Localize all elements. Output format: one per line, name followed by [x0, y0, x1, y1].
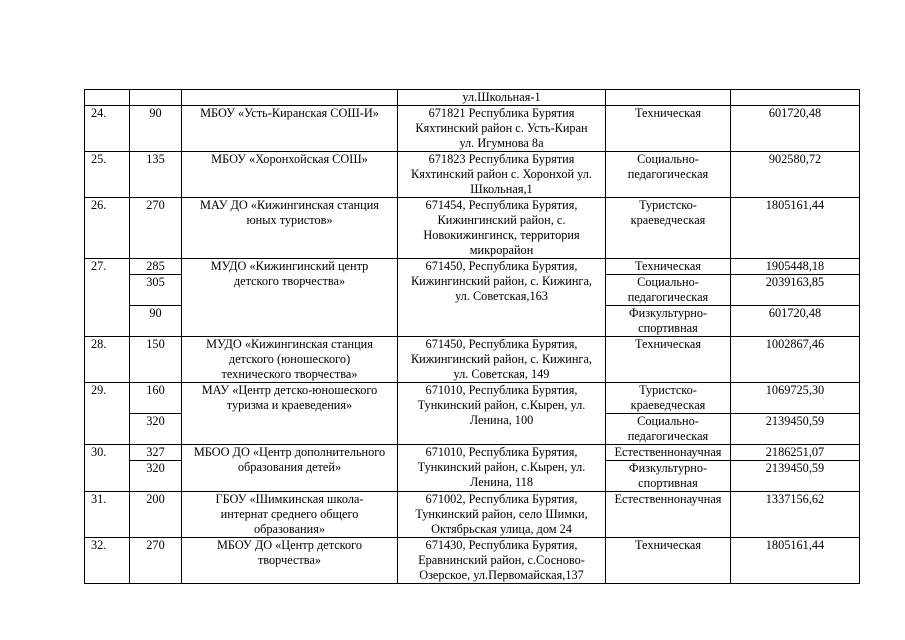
row-number-cell	[85, 538, 130, 584]
amount-value: 601720,48	[768, 106, 822, 120]
text-line: Еравнинский район, с.Сосново-	[418, 553, 585, 567]
text-line: 671823 Республика Бурятия	[428, 152, 575, 166]
text-line: спортивная	[638, 476, 698, 490]
amount-cell	[731, 337, 860, 383]
address-cell	[398, 445, 606, 492]
text-line: ГБОУ «Шимкинская школа-	[215, 492, 364, 506]
direction-cell	[606, 198, 731, 259]
text-line: Естественнонаучная	[614, 492, 722, 506]
hours-cell	[130, 337, 182, 383]
organization-cell	[182, 90, 398, 106]
amount-cell	[731, 538, 860, 584]
text-line: МУДО «Кижингинская станция	[206, 337, 373, 351]
text-line: ул. Советская,163	[455, 289, 548, 303]
hours-cell	[130, 259, 182, 275]
organization-cell	[182, 106, 398, 152]
amount-value: 1337156,62	[765, 492, 825, 506]
text-line: туризма и краеведения»	[226, 398, 353, 412]
text-line: МБОУ «Хоронхойская СОШ»	[211, 152, 368, 166]
hours-value: 200	[146, 492, 165, 506]
table-row	[85, 259, 860, 275]
hours-cell	[130, 414, 182, 445]
direction-cell	[606, 275, 731, 306]
row-number-cell	[85, 152, 130, 198]
text-line: Озерское, ул.Первомайская,137	[419, 568, 584, 582]
amount-value: 1002867,46	[765, 337, 825, 351]
row-number: 24.	[91, 106, 107, 120]
table-row	[85, 492, 860, 538]
text-line: краеведческая	[630, 398, 706, 412]
text-line: педагогическая	[627, 290, 709, 304]
text-line: 671010, Республика Бурятия,	[425, 383, 578, 397]
hours-cell	[130, 538, 182, 584]
amount-cell	[731, 383, 860, 414]
text-line: 671450, Республика Бурятия,	[425, 337, 578, 351]
text-line: МАУ ДО «Кижингинская станция	[200, 198, 379, 212]
amount-cell	[731, 152, 860, 198]
direction-cell	[606, 337, 731, 383]
row-number: 29.	[91, 383, 107, 397]
text-line: Кижингинский район, с.	[437, 213, 566, 227]
row-number: 26.	[91, 198, 107, 212]
text-line: МАУ «Центр детско-юношеского	[201, 383, 378, 397]
table-row	[85, 198, 860, 259]
hours-value: 160	[146, 383, 165, 397]
text-line: ул.Школьная-1	[462, 90, 541, 104]
text-line: Тункинский район, с.Кырен, ул.	[417, 460, 586, 474]
address-cell	[398, 198, 606, 259]
text-line: Естественнонаучная	[614, 445, 722, 459]
hours-value: 327	[146, 445, 165, 459]
amount-cell	[731, 90, 860, 106]
hours-value: 305	[146, 275, 165, 289]
text-line: 671450, Республика Бурятия,	[425, 259, 578, 273]
hours-cell	[130, 461, 182, 492]
row-number: 32.	[91, 538, 107, 552]
direction-cell	[606, 90, 731, 106]
text-line: творчества»	[257, 553, 322, 567]
direction-cell	[606, 259, 731, 275]
amount-cell	[731, 259, 860, 275]
direction-cell	[606, 106, 731, 152]
row-number-cell	[85, 198, 130, 259]
amount-value: 1805161,44	[765, 538, 825, 552]
text-line: Ленина, 118	[469, 475, 534, 489]
table-row	[85, 383, 860, 414]
address-cell	[398, 383, 606, 445]
hours-cell	[130, 445, 182, 461]
table-row	[85, 90, 860, 106]
amount-value: 1805161,44	[765, 198, 825, 212]
address-cell	[398, 259, 606, 337]
amount-cell	[731, 461, 860, 492]
text-line: детского (юношеского)	[228, 352, 351, 366]
direction-cell	[606, 538, 731, 584]
hours-cell	[130, 275, 182, 306]
hours-value: 90	[149, 306, 162, 320]
amount-value: 601720,48	[768, 306, 822, 320]
amount-cell	[731, 198, 860, 259]
hours-value: 135	[146, 152, 165, 166]
direction-cell	[606, 306, 731, 337]
text-line: детского творчества»	[233, 274, 346, 288]
amount-value: 2139450,59	[765, 414, 825, 428]
direction-cell	[606, 461, 731, 492]
text-line: Техническая	[635, 337, 701, 351]
organization-cell	[182, 383, 398, 445]
direction-cell	[606, 414, 731, 445]
amount-value: 902580,72	[768, 152, 822, 166]
text-line: образования детей»	[237, 460, 342, 474]
text-line: спортивная	[638, 321, 698, 335]
hours-cell	[130, 90, 182, 106]
hours-cell	[130, 198, 182, 259]
text-line: педагогическая	[627, 429, 709, 443]
address-cell	[398, 152, 606, 198]
organization-cell	[182, 259, 398, 337]
text-line: Ленина, 100	[469, 413, 534, 427]
text-line: 671454, Республика Бурятия,	[425, 198, 578, 212]
direction-cell	[606, 492, 731, 538]
hours-cell	[130, 383, 182, 414]
organization-cell	[182, 492, 398, 538]
text-line: Тункинский район, с.Кырен, ул.	[417, 398, 586, 412]
organization-cell	[182, 198, 398, 259]
text-line: МБОУ «Усть-Киранская СОШ-И»	[200, 106, 379, 120]
direction-cell	[606, 383, 731, 414]
text-line: Социально-	[637, 414, 699, 428]
text-line: Социально-	[637, 275, 699, 289]
text-line: юных туристов»	[246, 213, 333, 227]
organization-cell	[182, 445, 398, 492]
row-number: 27.	[91, 259, 107, 273]
amount-value: 2186251,07	[765, 445, 825, 459]
text-line: Кижингинский район, с. Кижинга,	[410, 274, 592, 288]
address-cell	[398, 90, 606, 106]
text-line: технического творчества»	[221, 367, 358, 381]
hours-value: 270	[146, 538, 165, 552]
table-row	[85, 106, 860, 152]
amount-cell	[731, 106, 860, 152]
table-row	[85, 152, 860, 198]
text-line: педагогическая	[627, 167, 709, 181]
hours-cell	[130, 152, 182, 198]
table-row	[85, 538, 860, 584]
row-number-cell	[85, 259, 130, 337]
text-line: Туристско-	[639, 383, 697, 397]
amount-cell	[731, 445, 860, 461]
text-line: Школьная,1	[470, 182, 533, 196]
text-line: Туристско-	[639, 198, 697, 212]
text-line: Физкультурно-	[628, 306, 708, 320]
row-number-cell	[85, 383, 130, 445]
row-number: 25.	[91, 152, 107, 166]
text-line: краеведческая	[630, 213, 706, 227]
hours-cell	[130, 306, 182, 337]
hours-value: 150	[146, 337, 165, 351]
text-line: МБОУ ДО «Центр детского	[216, 538, 363, 552]
text-line: Социально-	[637, 152, 699, 166]
table-row	[85, 445, 860, 461]
text-line: образования»	[253, 522, 325, 536]
amount-value: 1905448,18	[765, 259, 825, 273]
text-line: Физкультурно-	[628, 461, 708, 475]
address-cell	[398, 538, 606, 584]
text-line: 671010, Республика Бурятия,	[425, 445, 578, 459]
organization-cell	[182, 152, 398, 198]
table-body	[85, 90, 860, 584]
address-cell	[398, 106, 606, 152]
organization-cell	[182, 337, 398, 383]
text-line: Кижингинский район, с. Кижинга,	[410, 352, 592, 366]
hours-cell	[130, 106, 182, 152]
row-number-cell	[85, 106, 130, 152]
text-line: ул. Игумнова 8а	[459, 136, 544, 150]
amount-value: 1069725,30	[765, 383, 825, 397]
address-cell	[398, 337, 606, 383]
amount-value: 2039163,85	[765, 275, 825, 289]
hours-cell	[130, 492, 182, 538]
amount-cell	[731, 492, 860, 538]
text-line: Техническая	[635, 259, 701, 273]
text-line: Техническая	[635, 106, 701, 120]
text-line: Новокижингинск, территория	[423, 228, 580, 242]
hours-value: 270	[146, 198, 165, 212]
institutions-table	[84, 89, 860, 584]
text-line: 671821 Республика Бурятия	[428, 106, 575, 120]
text-line: Октябрьская улица, дом 24	[431, 522, 572, 536]
row-number: 31.	[91, 492, 107, 506]
amount-cell	[731, 306, 860, 337]
text-line: 671002, Республика Бурятия,	[425, 492, 578, 506]
text-line: интернат среднего общего	[220, 507, 359, 521]
text-line: микрорайон	[469, 243, 534, 257]
text-line: 671430, Республика Бурятия,	[425, 538, 578, 552]
amount-cell	[731, 275, 860, 306]
text-line: Техническая	[635, 538, 701, 552]
row-number-cell	[85, 445, 130, 492]
row-number-cell	[85, 90, 130, 106]
row-number: 28.	[91, 337, 107, 351]
hours-value: 90	[149, 106, 162, 120]
row-number: 30.	[91, 445, 107, 459]
address-cell	[398, 492, 606, 538]
organization-cell	[182, 538, 398, 584]
amount-cell	[731, 414, 860, 445]
amount-value: 2139450,59	[765, 461, 825, 475]
hours-value: 285	[146, 259, 165, 273]
text-line: Тункинский район, село Шимки,	[415, 507, 588, 521]
text-line: ул. Советская, 149	[453, 367, 550, 381]
text-line: МБОО ДО «Центр дополнительного	[193, 445, 386, 459]
direction-cell	[606, 152, 731, 198]
row-number-cell	[85, 337, 130, 383]
text-line: Кяхтинский район с. Усть-Киран	[415, 121, 588, 135]
text-line: Кяхтинский район с. Хоронхой ул.	[411, 167, 592, 181]
row-number-cell	[85, 492, 130, 538]
table-row	[85, 337, 860, 383]
hours-value: 320	[146, 414, 165, 428]
text-line: МУДО «Кижингинский центр	[210, 259, 369, 273]
direction-cell	[606, 445, 731, 461]
hours-value: 320	[146, 461, 165, 475]
